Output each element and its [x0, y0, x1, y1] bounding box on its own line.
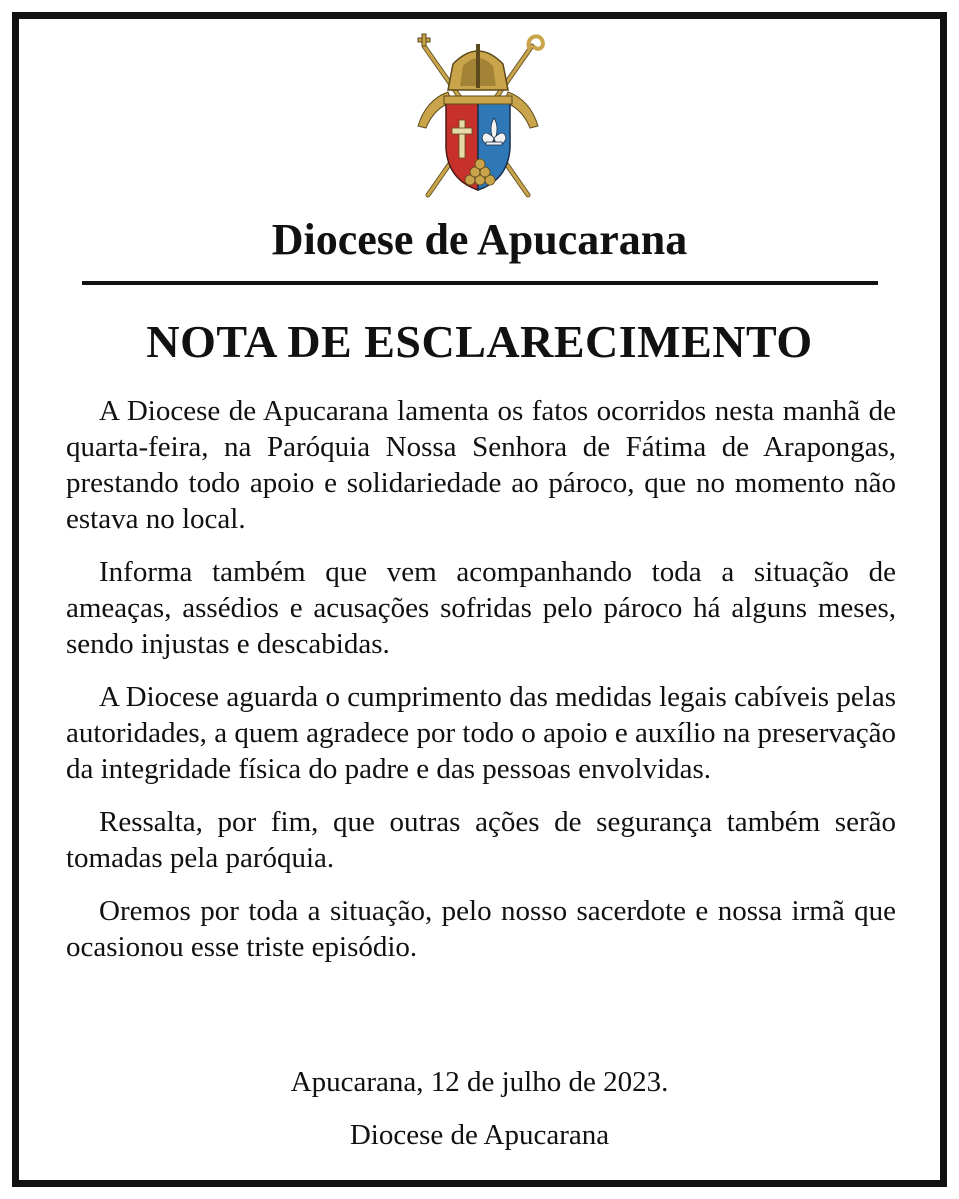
title-divider — [82, 281, 878, 285]
signature: Diocese de Apucarana — [349, 1119, 610, 1151]
paragraph-5: Oremos por toda a situação, pelo nosso sacerdote e nossa irmã que ocasionou esse triste episódio. — [66, 895, 896, 963]
document-title: NOTA DE ESCLARECIMENTO — [146, 316, 813, 367]
paragraph-3: A Diocese aguarda o cumprimento das medidas legais cabíveis pelas autoridades, a quem agradece por todo o apoio e auxílio na preservação da integridade física do padre e das pessoas envolvidas. — [66, 681, 896, 785]
paragraph-2: Informa também que vem acompanhando toda a situação de ameaças, assédios e acusações sofridas pelo pároco há alguns meses, sendo injustas e descabidas. — [66, 556, 896, 660]
diocese-coat-of-arms — [408, 30, 548, 205]
cross-icon — [418, 34, 430, 46]
notice-body — [66, 393, 896, 982]
crozier-icon — [529, 36, 543, 50]
paragraph-1: A Diocese de Apucarana lamenta os fatos ocorridos nesta manhã de quarta-feira, na Paróquia Nossa Senhora de Fátima de Arapongas, prestando todo apoio e solidariedade ao pároco, que no momento não estava no local. — [66, 395, 896, 535]
place-and-date: Apucarana, 12 de julho de 2023. — [290, 1066, 669, 1098]
paragraph-4: Ressalta, por fim, que outras ações de segurança também serão tomadas pela paróquia. — [66, 806, 896, 874]
organization-title: Diocese de Apucarana — [271, 215, 688, 264]
